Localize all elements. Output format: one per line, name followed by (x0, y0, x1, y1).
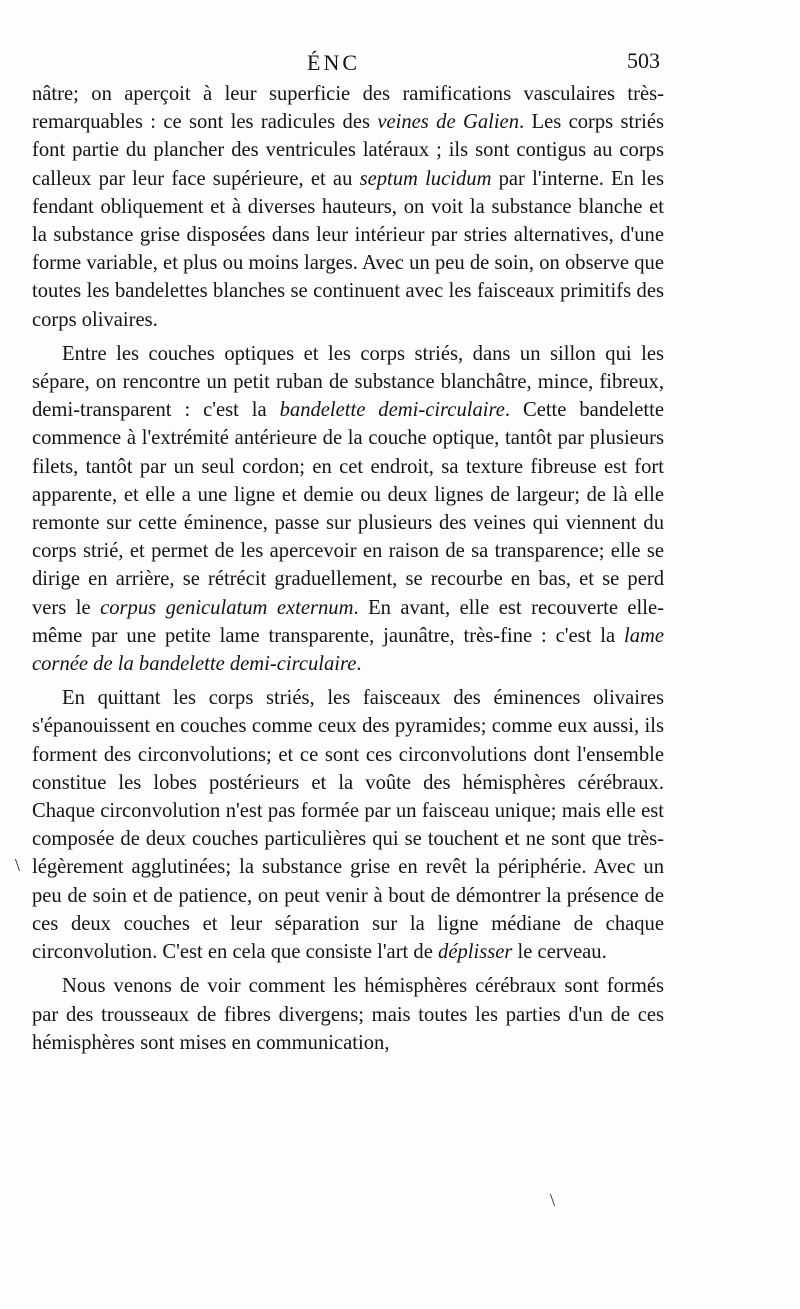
italic-term: lame cornée de la bandelette demi-circulaire (32, 624, 664, 676)
margin-mark: \ (550, 1190, 556, 1210)
text-run: nâtre; on aperçoit à leur superficie des ramifications vasculaires très-remarquables : ce sont les radicules des (32, 83, 664, 134)
page-number: 503 (627, 48, 660, 73)
paragraph (32, 80, 664, 334)
text-run: le cerveau. (512, 941, 607, 964)
running-title: ÉNC (307, 50, 360, 75)
text-run: . (356, 653, 362, 676)
italic-term: bandelette demi-circulaire (279, 399, 505, 422)
text-run: . Cette bandelette commence à l'extrémité antérieure de la couche optique, tantôt par plusieurs filets, tantôt par un seul cordon; en cet endroit, sa texture fibreuse est fort apparente, et elle a une ligne et demie ou deux lignes de largeur; de là elle remonte sur cette éminence, passe sur plusieurs des veines qui viennent du corps strié, et permet de les apercevoir en raison de sa transparence; elle se dirige en arrière, se rétrécit graduellement, se recourbe en bas, et se perd vers le (32, 399, 664, 619)
paragraph (32, 684, 664, 966)
paragraph (32, 972, 664, 1057)
text-run: par l'interne. En les fendant obliquement et à diverses hauteurs, on voit la substance blanche et la substance grise disposées dans leur intérieur par stries alternatives, d'une forme variable, et plus ou moins larges. Avec un peu de soin, on observe que toutes les bandelettes blanches se continuent avec les faisceaux primitifs des corps olivaires. (32, 167, 664, 331)
italic-term: septum lucidum (359, 167, 492, 190)
margin-mark: \ (15, 855, 21, 875)
text-run: . Les corps striés font partie du plancher des ventricules latéraux ; ils sont contigus au corps calleux par leur face supérieure, et au (32, 111, 665, 190)
italic-term: corpus geniculatum externum (100, 596, 354, 619)
text-run: Nous venons de voir comment les hémisphères cérébraux sont formés par des trousseaux de fibres divergens; mais toutes les parties d'un de ces hémisphères sont mises en communication, (32, 975, 664, 1054)
body-text (32, 80, 664, 1057)
running-header (40, 50, 660, 82)
text-run: Entre les couches optiques et les corps striés, dans un sillon qui les sépare, on rencontre un petit ruban de substance blanchâtre, mince, fibreux, demi-transparent : c'est la (32, 342, 664, 422)
italic-term: déplisser (438, 941, 513, 964)
italic-term: veines de Galien (377, 111, 519, 134)
text-run: . En avant, elle est recouverte elle-même par une petite lame transparente, jaunâtre, très-fine : c'est la (32, 596, 665, 647)
paragraph (32, 340, 664, 678)
text-run: En quittant les corps striés, les faisceaux des éminences olivaires s'épanouissent en couches comme ceux des pyramides; comme eux aussi, ils forment des circonvolutions; et ce sont ces circonvolutions dont l'ensemble constitue les lobes postérieurs et la voûte des hémisphères cérébraux. Chaque circonvolution n'est pas formée par un faisceau unique; mais elle est composée de deux couches particulières qui se touchent et ne sont que très-légèrement agglutinées; la substance grise en revêt la périphérie. Avec un peu de soin et de patience, on peut venir à bout de démontrer la présence de ces deux couches et leur séparation sur la ligne médiane de chaque circonvolution. C'est en cela que consiste l'art de (32, 687, 664, 964)
